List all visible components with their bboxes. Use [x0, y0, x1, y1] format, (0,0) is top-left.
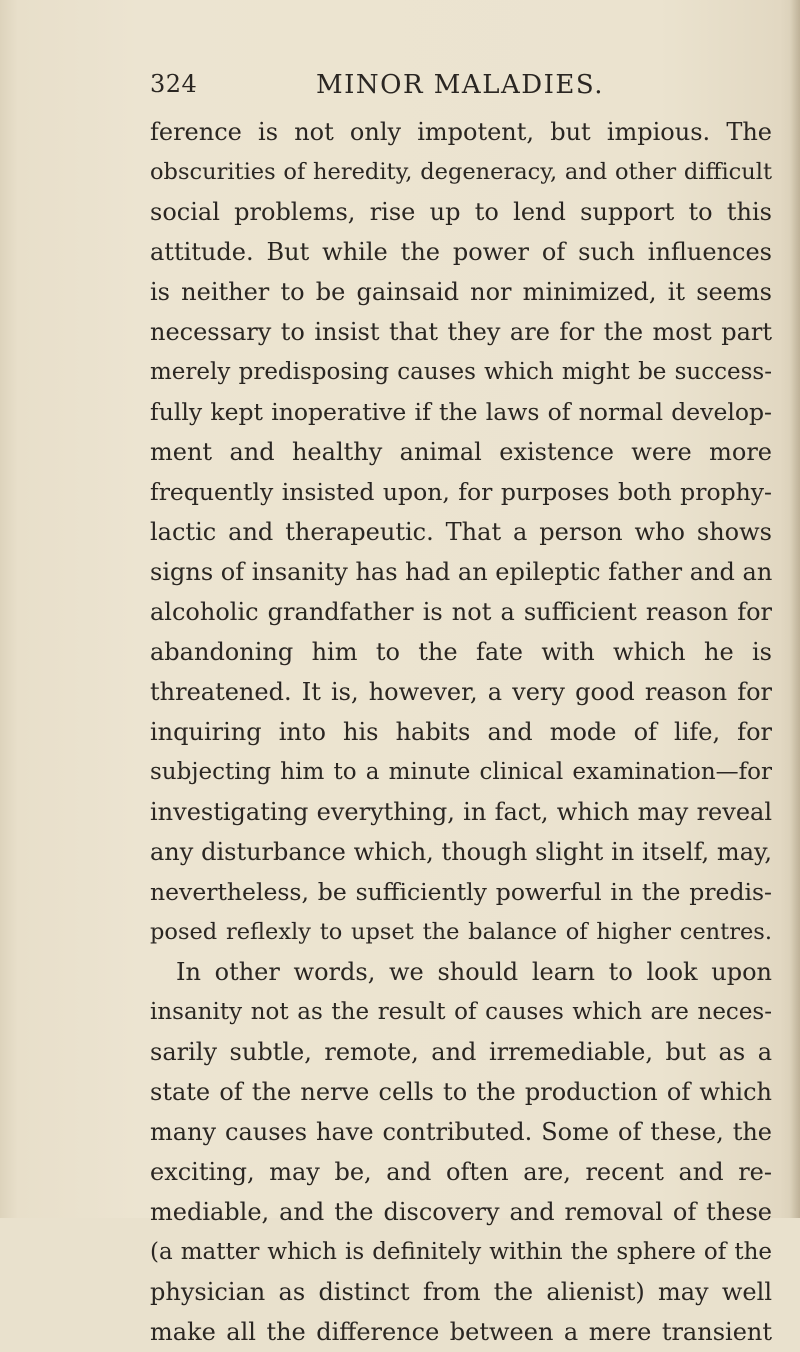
- text-line: make all the difference between a mere transient: [150, 1318, 772, 1346]
- text-line: mediable, and the discovery and removal of these: [150, 1198, 772, 1226]
- text-line: (a matter which is definitely within the sphere of the: [150, 1239, 772, 1265]
- text-line: investigating everything, in fact, which may reveal: [150, 798, 772, 826]
- text-line: lactic and therapeutic. That a person who shows: [150, 518, 772, 546]
- text-line: state of the nerve cells to the production of which: [150, 1078, 772, 1106]
- text-line: is neither to be gainsaid nor minimized, it seems: [150, 278, 772, 306]
- text-line: obscurities of heredity, degeneracy, and other difficult: [150, 159, 772, 185]
- page-number: 324: [150, 70, 198, 98]
- text-line: any disturbance which, though slight in itself, may,: [150, 838, 772, 866]
- text-line: threatened. It is, however, a very good reason for: [150, 678, 772, 706]
- text-line: posed reflexly to upset the balance of higher centres.: [150, 919, 772, 945]
- text-line: attitude. But while the power of such influences: [150, 238, 772, 266]
- text-line: fully kept inoperative if the laws of normal develop-: [150, 398, 772, 426]
- text-line: abandoning him to the fate with which he is: [150, 638, 772, 666]
- text-line: alcoholic grandfather is not a sufficient reason for: [150, 598, 772, 626]
- text-line: physician as distinct from the alienist) may well: [150, 1278, 772, 1306]
- page-edge-shadow: [790, 0, 800, 1218]
- text-line: necessary to insist that they are for the most part: [150, 318, 772, 346]
- text-line: social problems, rise up to lend support to this: [150, 198, 772, 226]
- text-line: insanity not as the result of causes which are neces-: [150, 999, 772, 1025]
- text-line: ment and healthy animal existence were more: [150, 438, 772, 466]
- text-line: sarily subtle, remote, and irremediable, but as a: [150, 1038, 772, 1066]
- text-line: subjecting him to a minute clinical examination—for: [150, 759, 772, 785]
- text-line: signs of insanity has had an epileptic father and an: [150, 558, 773, 586]
- text-line: frequently insisted upon, for purposes both prophy-: [150, 478, 772, 506]
- text-line: many causes have contributed. Some of these, the: [150, 1118, 772, 1146]
- text-line: exciting, may be, and often are, recent and re-: [150, 1158, 772, 1186]
- body-text: [150, 112, 772, 1352]
- text-line: inquiring into his habits and mode of life, for: [150, 718, 772, 746]
- text-line: merely predisposing causes which might be success-: [150, 359, 772, 385]
- text-line: nevertheless, be sufficiently powerful in the predis-: [150, 878, 772, 906]
- text-line: ference is not only impotent, but impious. The: [150, 118, 772, 146]
- page-header: [150, 70, 770, 110]
- paragraph-start-line: In other words, we should learn to look upon: [176, 958, 772, 986]
- running-title: MINOR MALADIES.: [316, 70, 604, 100]
